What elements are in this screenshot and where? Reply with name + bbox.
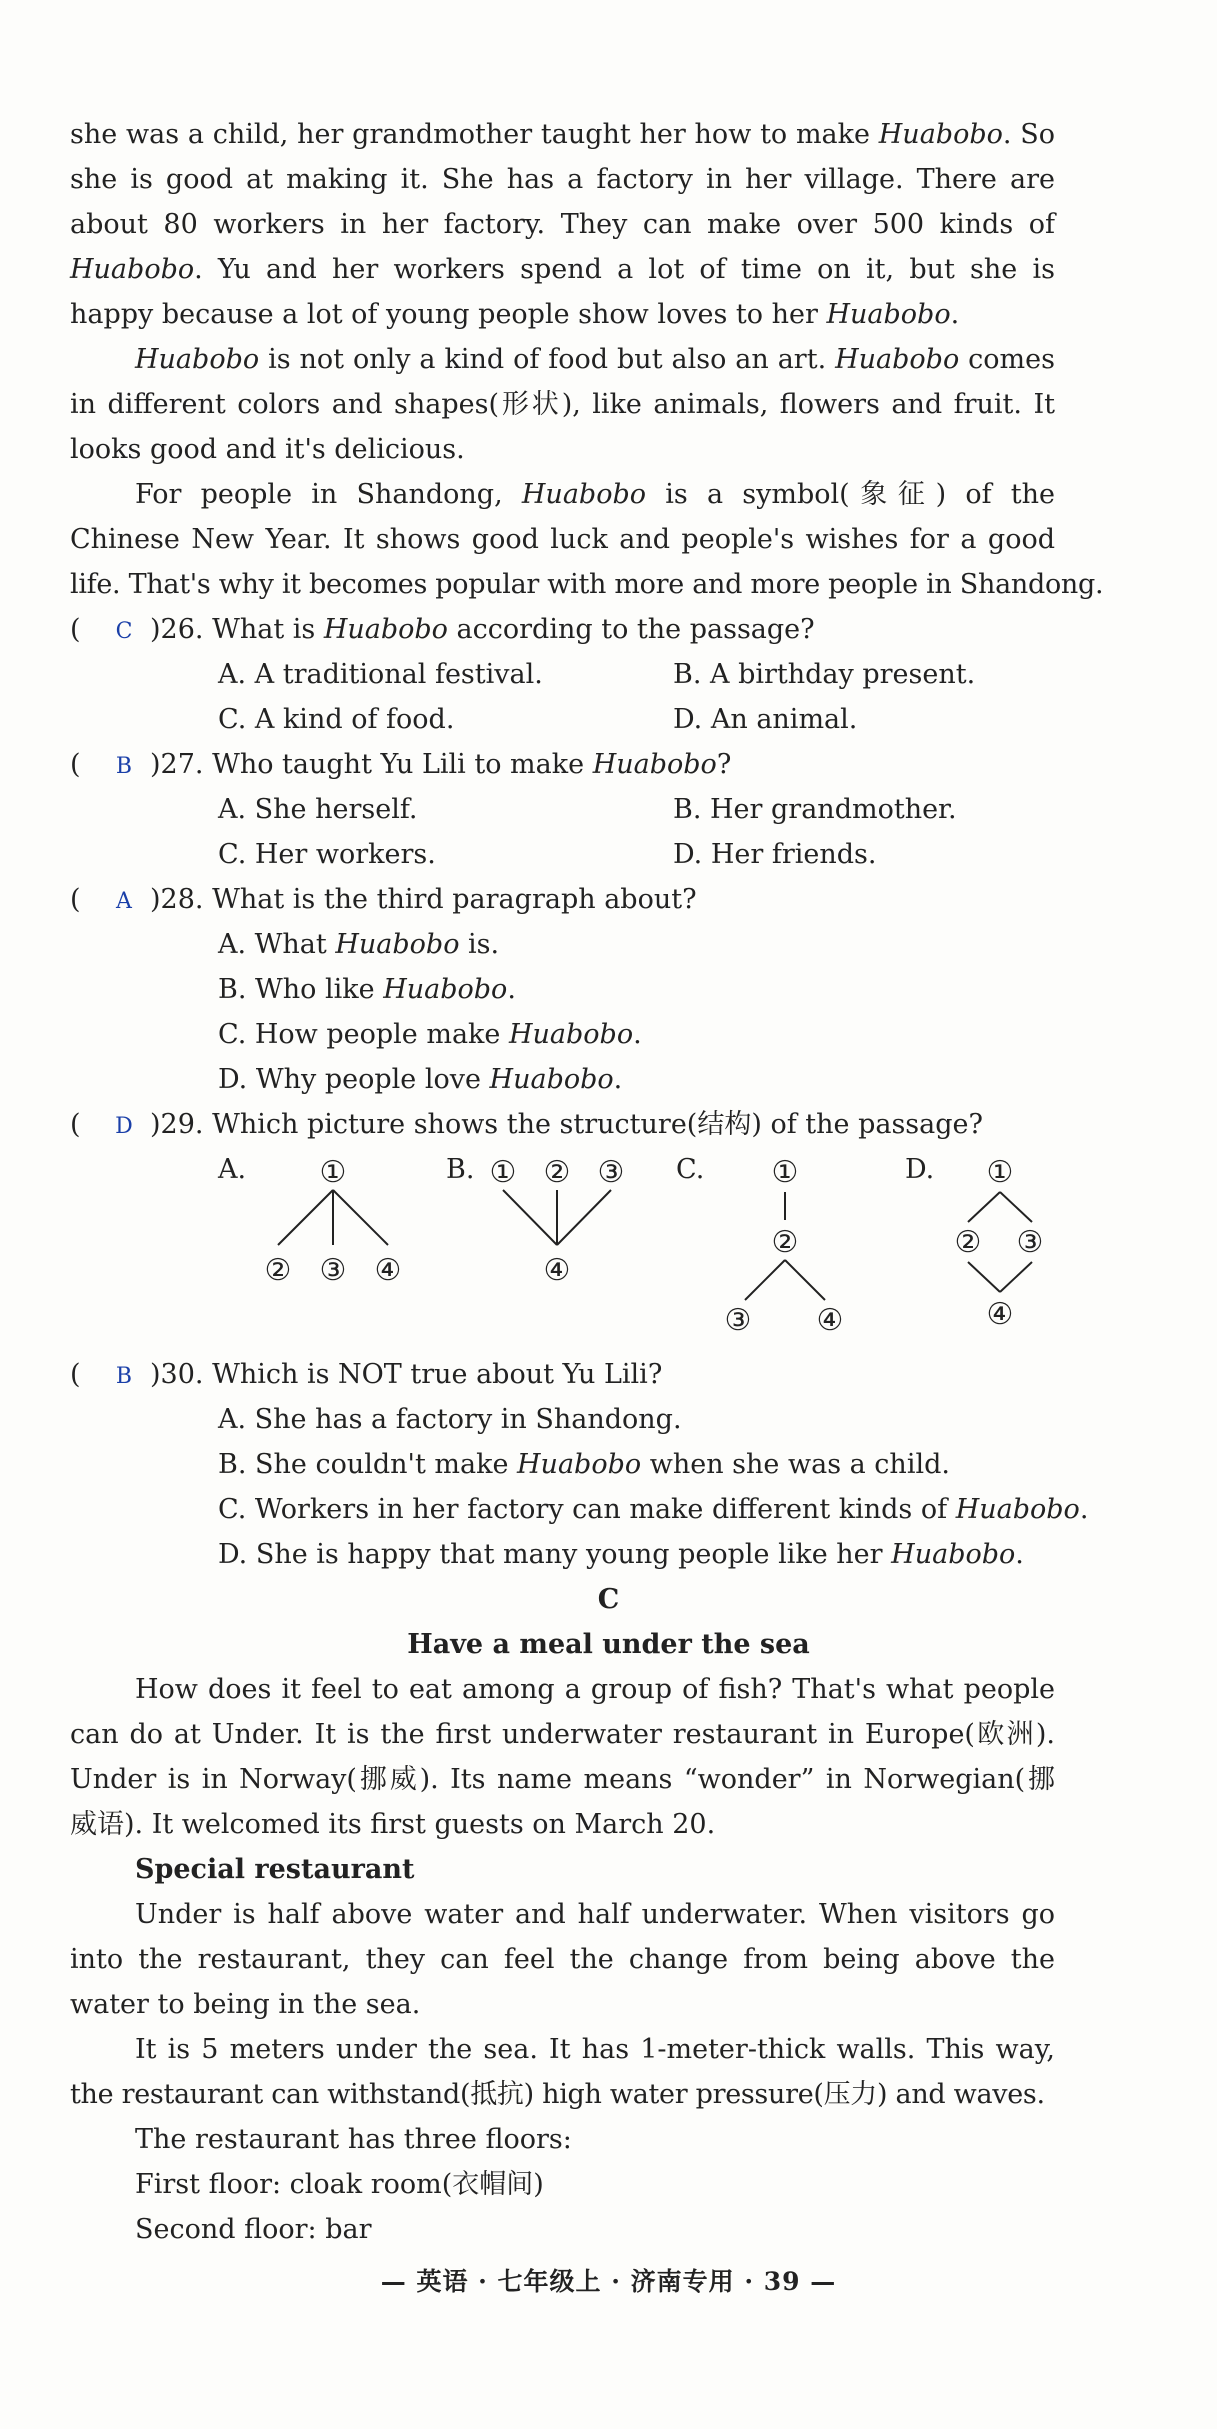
option-c-label: C. <box>676 1154 705 1185</box>
answer-mark: B <box>115 1364 133 1389</box>
passage-line: The restaurant has three floors: <box>135 2124 572 2155</box>
diagram-c-edge <box>745 1260 785 1300</box>
passage-line: about 80 workers in her factory. They can make over 500 kinds of <box>70 209 1055 240</box>
structure-diagrams <box>0 1140 1217 1370</box>
option: A. What Huabobo is. <box>218 929 500 960</box>
option: C. How people make Huabobo. <box>218 1019 642 1050</box>
option: A. She herself. <box>218 794 418 825</box>
passage-line: It is 5 meters under the sea. It has 1-meter-thick walls. This way, <box>135 2034 1055 2065</box>
passage-line: she is good at making it. She has a factory in her village. There are <box>70 164 1055 195</box>
option: A. She has a factory in Shandong. <box>218 1404 682 1435</box>
diagram-b-node-3: ③ <box>597 1155 625 1190</box>
diagram-b-edge <box>503 1190 557 1245</box>
diagram-c-node-3: ③ <box>724 1303 752 1338</box>
passage-line: Under is in Norway(挪威). Its name means “wonder” in Norwegian(挪 <box>70 1764 1055 1795</box>
diagram-c-node-2: ② <box>771 1225 799 1260</box>
passage-line: Second floor: bar <box>135 2214 372 2245</box>
passage-line: looks good and it's delicious. <box>70 434 465 465</box>
passage-line: First floor: cloak room(衣帽间) <box>135 2169 544 2200</box>
passage-line: For people in Shandong, Huabobo is a symbol(象征) of the <box>135 479 1055 510</box>
passage-line: life. That's why it becomes popular with more and more people in Shandong. <box>70 569 1104 600</box>
diagram-d-node-3: ③ <box>1016 1225 1044 1260</box>
option: D. Her friends. <box>673 839 877 870</box>
diagram-d-edge <box>1000 1192 1032 1222</box>
passage-line: How does it feel to eat among a group of fish? That's what people <box>135 1674 1055 1705</box>
diagram-b-node-1: ① <box>489 1155 517 1190</box>
option: D. She is happy that many young people like her Huabobo. <box>218 1539 1024 1570</box>
diagram-b-node-4: ④ <box>543 1253 571 1288</box>
option: B. A birthday present. <box>673 659 976 690</box>
section-letter: C <box>597 1584 620 1615</box>
section-title: Have a meal under the sea <box>407 1629 810 1660</box>
answer-mark: D <box>115 1114 133 1139</box>
diagram-d-node-2: ② <box>954 1225 982 1260</box>
diagram-b-edge <box>557 1190 611 1245</box>
option: D. Why people love Huabobo. <box>218 1064 623 1095</box>
diagram-a-node-2: ② <box>264 1253 292 1288</box>
question-30: ( B )30. Which is NOT true about Yu Lili? <box>70 1352 1055 1399</box>
question-28: ( A )28. What is the third paragraph about? <box>70 877 1055 924</box>
option: B. Who like Huabobo. <box>218 974 516 1005</box>
diagram-a-node-3: ③ <box>319 1253 347 1288</box>
option: A. A traditional festival. <box>218 659 543 690</box>
passage-line: Under is half above water and half underwater. When visitors go <box>135 1899 1055 1930</box>
passage-line: Huabobo is not only a kind of food but also an art. Huabobo comes <box>135 344 1055 375</box>
diagram-b-node-2: ② <box>543 1155 571 1190</box>
answer-mark: B <box>115 754 133 779</box>
option: C. Workers in her factory can make different kinds of Huabobo. <box>218 1494 1089 1525</box>
passage-line: 威语). It welcomed its first guests on March 20. <box>70 1809 716 1840</box>
option: B. Her grandmother. <box>673 794 957 825</box>
diagram-d-edge <box>1000 1262 1032 1292</box>
passage-line: in different colors and shapes(形状), like animals, flowers and fruit. It <box>70 389 1055 420</box>
diagram-a-edge <box>333 1190 388 1245</box>
option-d-label: D. <box>905 1154 935 1185</box>
diagram-c-node-1: ① <box>771 1155 799 1190</box>
diagram-c-node-4: ④ <box>816 1303 844 1338</box>
passage-line: Huabobo. Yu and her workers spend a lot of time on it, but she is <box>70 254 1055 285</box>
option: C. Her workers. <box>218 839 436 870</box>
diagram-d-edge <box>968 1192 1000 1222</box>
diagram-d-edge <box>968 1262 1000 1292</box>
option: D. An animal. <box>673 704 858 735</box>
question-27: ( B )27. Who taught Yu Lili to make Huabobo? <box>70 742 1055 789</box>
passage-line: can do at Under. It is the first underwater restaurant in Europe(欧洲). <box>70 1719 1055 1750</box>
question-29: ( D )29. Which picture shows the structure(结构) of the passage? <box>70 1102 1055 1149</box>
diagram-d-node-1: ① <box>986 1155 1014 1190</box>
diagram-a-node-1: ① <box>319 1155 347 1190</box>
answer-mark: C <box>115 619 133 644</box>
diagram-a-edge <box>278 1190 333 1245</box>
diagram-d-node-4: ④ <box>986 1297 1014 1332</box>
option: B. She couldn't make Huabobo when she was a child. <box>218 1449 950 1480</box>
diagram-c-edge <box>785 1260 825 1300</box>
page-footer: — 英语 · 七年级上 · 济南专用 · 39 — <box>380 2267 837 2296</box>
passage-line: the restaurant can withstand(抵抗) high water pressure(压力) and waves. <box>70 2079 1045 2110</box>
subheading: Special restaurant <box>135 1854 415 1885</box>
diagram-a-node-4: ④ <box>374 1253 402 1288</box>
option-b-label: B. <box>446 1154 475 1185</box>
option: C. A kind of food. <box>218 704 455 735</box>
passage-line: water to being in the sea. <box>70 1989 421 2020</box>
passage-line: she was a child, her grandmother taught her how to make Huabobo. So <box>70 119 1055 150</box>
passage-line: Chinese New Year. It shows good luck and people's wishes for a good <box>70 524 1055 555</box>
passage-line: happy because a lot of young people show loves to her Huabobo. <box>70 299 960 330</box>
passage-line: into the restaurant, they can feel the change from being above the <box>70 1944 1055 1975</box>
question-26: ( C )26. What is Huabobo according to the passage? <box>70 607 1055 654</box>
answer-mark: A <box>116 889 132 914</box>
option-a-label: A. <box>218 1154 247 1185</box>
